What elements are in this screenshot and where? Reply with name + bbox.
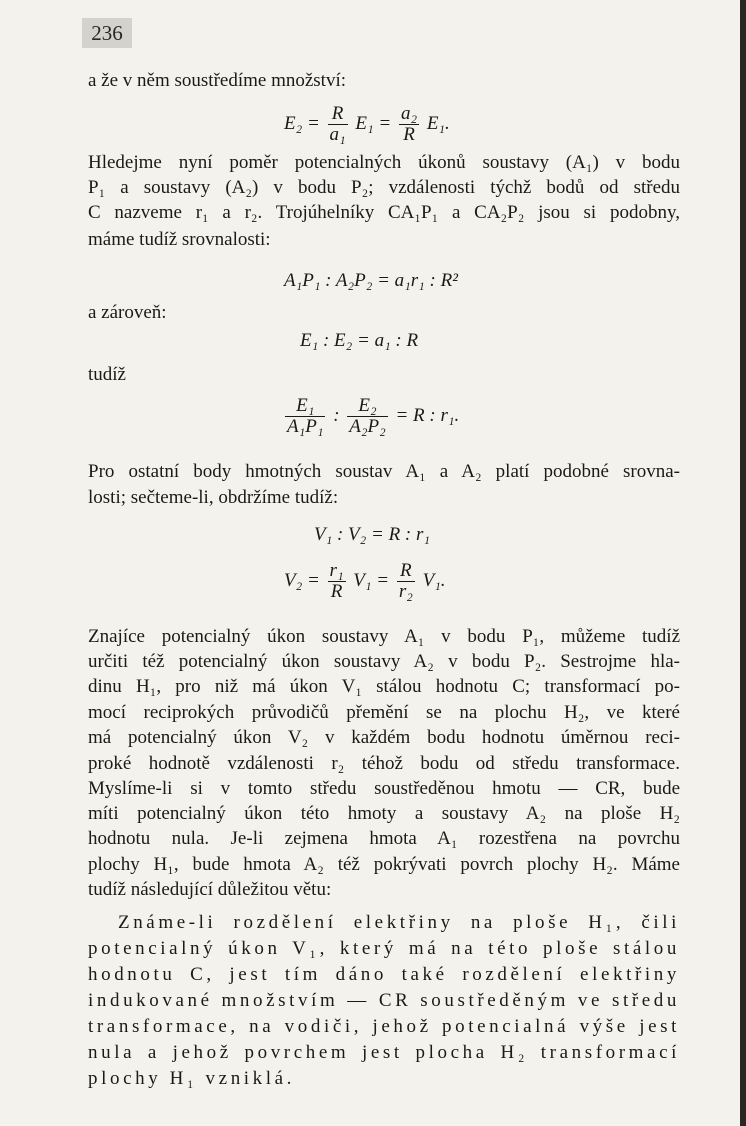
equation-3: E₁ : E₂ = a₁ : R [300, 330, 419, 351]
para3-line-10: plochy H₁, bude hmota A₂ též pokrývati povrch plochy H₂. Máme [88, 854, 680, 875]
eq1-f2-den: R [403, 124, 415, 145]
eq1-fraction-1 [328, 104, 348, 145]
eq1-rhs: E₁. [426, 112, 450, 134]
equation-4 [282, 396, 459, 437]
eq6-rhs: V₁. [422, 569, 446, 591]
equation-6 [284, 561, 446, 602]
eq4-f1-den: A₁P₁ [287, 416, 324, 437]
eq6-f2-num: R [397, 561, 415, 582]
eq6-lhs: V₂ = [284, 569, 320, 591]
eq4-f2-num: E₂ [347, 396, 387, 417]
theorem-line-2: potencialný úkon V₁, který má na této ploše stálou [88, 938, 680, 959]
eq4-f1-num: E₁ [285, 396, 325, 417]
eq6-fraction-1 [328, 561, 346, 602]
para3-line-5: má potencialný úkon V₂ v každém bodu hodnotu úměrnou reci- [88, 727, 680, 748]
eq6-f2-den: r₂ [398, 581, 413, 602]
para3-line-2: určiti též potencialný úkon soustavy A₂ v bodu P₂. Sestrojme hla- [88, 651, 680, 672]
equation-2: A₁P₁ : A₂P₂ = a₁r₁ : R² [284, 270, 458, 291]
eq6-fraction-2 [397, 561, 415, 602]
a-zaroven-label: a zároveň: [88, 302, 167, 323]
theorem-line-3: hodnotu C, jest tím dáno také rozdělení elektřiny [88, 964, 680, 985]
para3-line-6: proké hodnotě vzdálenosti r₂ téhož bodu od středu transformace. [88, 753, 680, 774]
equation-5: V₁ : V₂ = R : r₁ [314, 524, 431, 545]
eq1-f2-num: a₂ [400, 103, 418, 124]
eq1-f1-den: a₁ [329, 124, 346, 145]
theorem-line-4: indukované množstvím — CR soustředěným ve středu [88, 990, 680, 1011]
para1-line-4: máme tudíž srovnalosti: [88, 229, 271, 250]
eq6-mid: V₁ = [353, 569, 390, 591]
para2-line-1: Pro ostatní body hmotných soustav A₁ a A₂ platí podobné srovna- [88, 461, 680, 482]
eq1-lhs: E₂ = [284, 112, 320, 134]
para1-line-2: P₁ a soustavy (A₂) v bodu P₂; vzdálenosti týchž bodů od středu [88, 177, 680, 198]
para2-line-2: losti; sečteme-li, obdržíme tudíž: [88, 487, 339, 508]
eq1-fraction-2 [399, 104, 419, 145]
para3-line-1: Znajíce potencialný úkon soustavy A₁ v bodu P₁, můžeme tudíž [88, 626, 680, 647]
eq6-f1-den: R [330, 581, 343, 602]
eq4-f2-den: A₂P₂ [349, 416, 386, 437]
para1-line-1: Hledejme nyní poměr potencialných úkonů soustavy (A₁) v bodu [88, 152, 680, 173]
eq4-fraction-1 [285, 396, 325, 437]
page-edge [740, 0, 746, 1126]
theorem-line-7: plochy H₁ vzniklá. [88, 1068, 296, 1089]
para3-line-9: hodnotu nula. Je-li zejmena hmota A₁ rozestřena na povrchu [88, 828, 680, 849]
para3-line-3: dinu H₁, pro niž má úkon V₁ stálou hodnotu C; transformací po- [88, 676, 680, 697]
para3-line-4: mocí reciprokých průvodičů přemění se na plochu H₂, ve které [88, 702, 680, 723]
para3-line-11: tudíž následující důležitou větu: [88, 879, 332, 900]
theorem-line-1: Známe-li rozdělení elektřiny na ploše H₁, čili [118, 912, 680, 933]
para3-line-7: Myslíme-li si v tomto středu soustředěnou hmotu — CR, bude [88, 778, 680, 799]
eq6-f1-num: r₁ [329, 560, 344, 581]
eq4-mid: : [333, 404, 340, 426]
eq1-f1-num: R [328, 104, 348, 125]
para1-line-3: C nazveme r₁ a r₂. Trojúhelníky CA₁P₁ a CA₂P₂ jsou si podobny, [88, 202, 680, 223]
eq4-rhs: = R : r₁. [395, 404, 460, 426]
eq1-mid: E₁ = [355, 112, 392, 134]
eq4-fraction-2 [347, 396, 387, 437]
para3-line-8: míti potencialný úkon této hmoty a soustavy A₂ na ploše H₂ [88, 803, 680, 824]
equation-1 [284, 104, 450, 145]
intro-line: a že v něm soustředíme množství: [88, 70, 347, 91]
theorem-line-5: transformace, na vodiči, jehož potencialná výše jest [88, 1016, 680, 1037]
theorem-line-6: nula a jehož povrchem jest plocha H₂ transformací [88, 1042, 680, 1063]
page-number: 236 [82, 18, 132, 48]
tudiz-label: tudíž [88, 364, 126, 385]
